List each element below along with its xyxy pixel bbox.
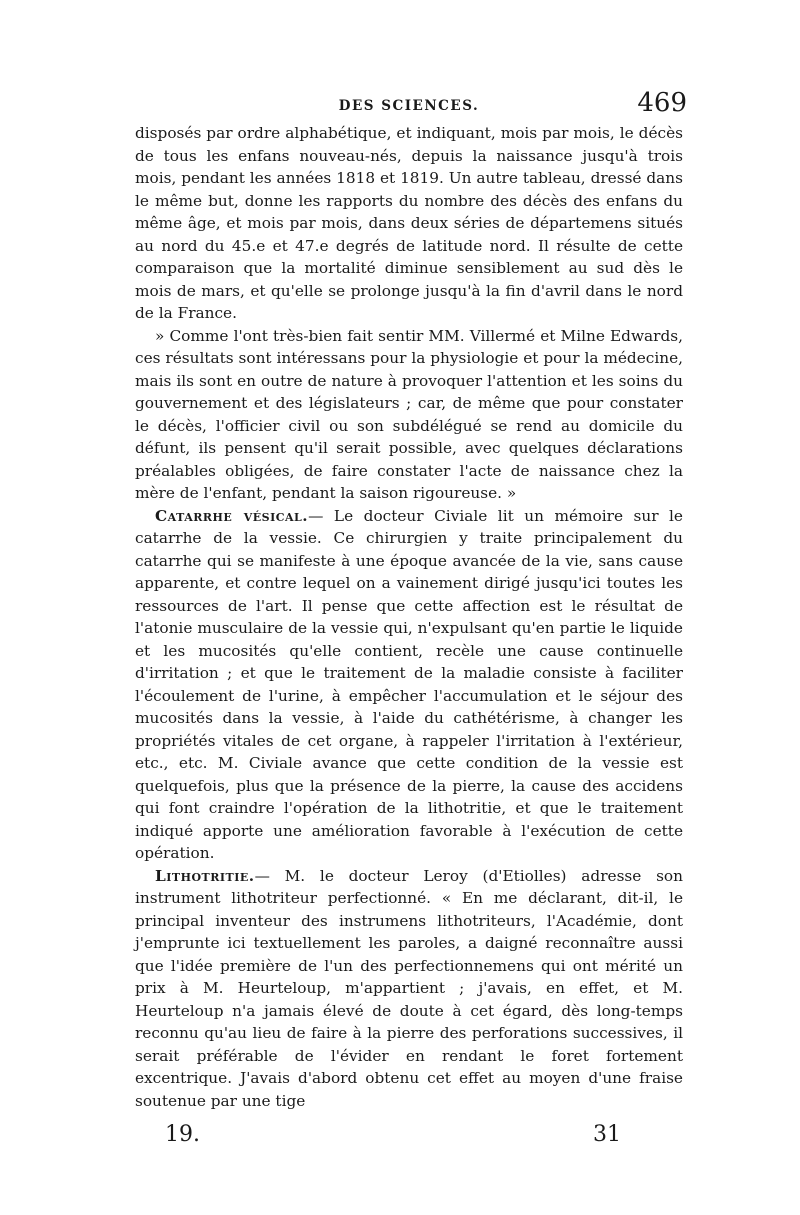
paragraph-text: — M. le docteur Leroy (d'Etiolles) adresse son instrument lithotriteur perfectionné. « En me déclarant, dit-il, le principal inventeur des instrumens lithotriteurs, l'Académie, dont j'emprunte ici textuellement les paroles, a daigné reconnaître aussi que l'idée première de l'un des perfectionnemens qui ont mérité un prix à M. Heurteloup, m'appartient ; j'avais, en effet, et M. Heurteloup n'a jamais élevé de doute à cet égard, dès long-temps reconnu qu'au lieu de faire à la pierre des perforations successives, il serait préférable de l'évider en rendant le foret fortement excentrique. J'avais d'abord obtenu cet effet au moyen d'une fraise soutenue par une tige xyxy=(135,866,683,1110)
paragraph-mortality-tables xyxy=(135,122,683,325)
sheet-number: 31 xyxy=(593,1122,621,1147)
page-footer xyxy=(135,1122,683,1152)
book-page xyxy=(135,88,687,1152)
paragraph-text: — Le docteur Civiale lit un mémoire sur le catarrhe de la vessie. Ce chirurgien y traite principalement du catarrhe qui se manifeste à une époque avancée de la vie, sans cause apparente, et contre lequel on a vainement dirigé jusqu'ici toutes les ressources de l'art. Il pense que cette affection est le résultat de l'atonie musculaire de la vessie qui, n'expulsant qu'en partie le liquide et les mucosités qu'elle contient, recèle une cause continuelle d'irritation ; et que le traitement de la maladie consiste à faciliter l'écoulement de l'urine, à empêcher l'accumulation et le séjour des mucosités dans la vessie, à l'aide du cathétérisme, à changer les propriétés vitales de cet organe, à rappeler l'irritation à l'extérieur, etc., etc. M. Civiale avance que cette condition de la vessie est quelquefois, plus que la présence de la pierre, la cause des accidens qui font craindre l'opération de la lithotritie, et que le traitement indiqué apporte une amélioration favorable à l'exécution de cette opération. xyxy=(135,506,683,862)
paragraph-lithotritie xyxy=(135,865,683,1113)
paragraph-text: » Comme l'ont très-bien fait sentir MM. Villermé et Milne Edwards, ces résultats sont intéressans pour la physiologie et pour la médecine, mais ils sont en outre de nature à provoquer l'attention et les soins du gouvernement et des législateurs ; car, de même que pour constater le décès, l'officier civil ou son subdélégué se rend au domicile du défunt, ils pensent qu'il serait possible, avec quelques déclarations préalables obligées, de faire constater l'acte de naissance chez la mère de l'enfant, pendant la saison rigoureuse. » xyxy=(135,326,683,502)
paragraph-text: disposés par ordre alphabétique, et indiquant, mois par mois, le décès de tous les enfans nouveau-nés, depuis la naissance jusqu'à trois mois, pendant les années 1818 et 1819. Un autre tableau, dressé dans le même but, donne les rapports du nombre des décès des enfans du même âge, et mois par mois, dans deux séries de départemens situés au nord du 45.e et 47.e degrés de latitude nord. Il résulte de cette comparaison que la mortalité diminue sensiblement au sud dès le mois de mars, et qu'elle se prolonge jusqu'à la fin d'avril dans le nord de la France. xyxy=(135,124,683,322)
page-number: 469 xyxy=(637,88,687,118)
section-heading: Lithotritie. xyxy=(155,866,255,885)
signature-mark: 19. xyxy=(165,1122,200,1147)
paragraph-catarrhe-vesical xyxy=(135,505,683,865)
paragraph-villerme-quote xyxy=(135,325,683,505)
running-head: DES SCIENCES. xyxy=(338,98,480,114)
page-header xyxy=(135,88,687,122)
section-heading: Catarrhe vésical. xyxy=(155,506,309,525)
